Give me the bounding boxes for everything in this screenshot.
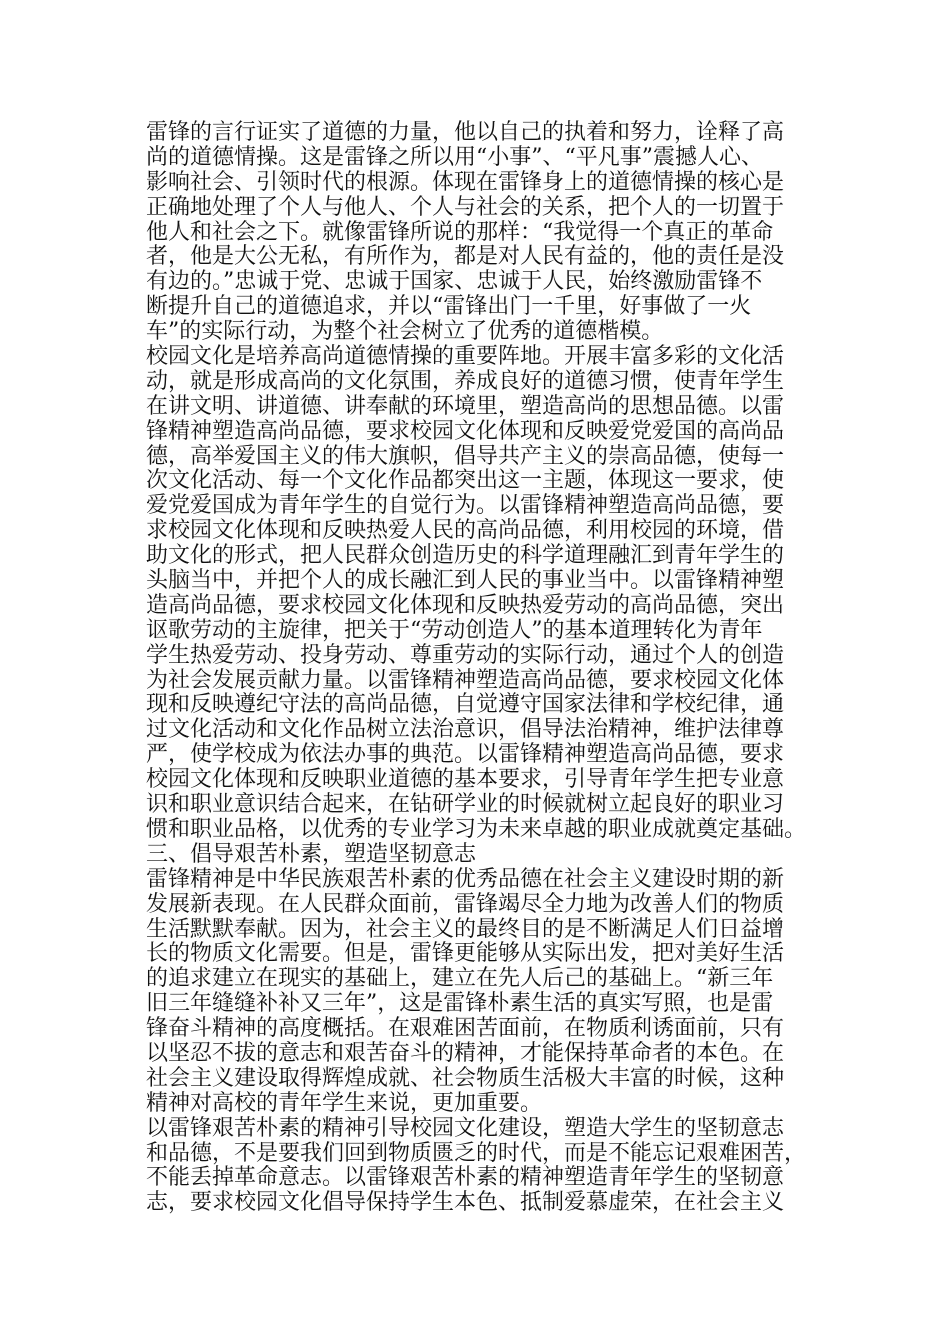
text-line: 旧三年缝缝补补又三年”，这是雷锋朴素生活的真实写照，也是雷 xyxy=(146,991,774,1017)
text-line: 德，高举爱国主义的伟大旗帜，倡导共产主义的崇高品德，使每一 xyxy=(146,443,785,469)
text-line: 校园文化体现和反映职业道德的基本要求，引导青年学生把专业意 xyxy=(146,767,785,793)
text-line: 在讲文明、讲道德、讲奉献的环境里，塑造高尚的思想品德。以雷 xyxy=(146,393,785,419)
text-line: 讴歌劳动的主旋律，把关于“劳动创造人”的基本道理转化为青年 xyxy=(146,617,763,643)
text-line: 雷锋精神是中华民族艰苦朴素的优秀品德在社会主义建设时期的新 xyxy=(146,866,785,892)
document-body-text xyxy=(146,121,806,1216)
text-line: 校园文化是培养高尚道德情操的重要阵地。开展丰富多彩的文化活 xyxy=(146,344,785,370)
text-line: 学生热爱劳动、投身劳动、尊重劳动的实际行动，通过个人的创造 xyxy=(146,642,785,668)
text-line: 影响社会、引领时代的根源。体现在雷锋身上的道德情操的核心是 xyxy=(146,169,785,195)
text-line: 和品德，不是要我们回到物质匮乏的时代，而是不能忘记艰难困苦， xyxy=(146,1140,807,1166)
text-line: 正确地处理了个人与他人、个人与社会的关系，把个人的一切置于 xyxy=(146,194,785,220)
text-line: 求校园文化体现和反映热爱人民的高尚品德，利用校园的环境，借 xyxy=(146,518,785,544)
text-line: 志，要求校园文化倡导保持学生本色、抵制爱慕虚荣，在社会主义 xyxy=(146,1190,785,1216)
text-line: 有边的。”忠诚于党、忠诚于国家、忠诚于人民，始终激励雷锋不 xyxy=(146,269,763,295)
text-line: 头脑当中，并把个人的成长融汇到人民的事业当中。以雷锋精神塑 xyxy=(146,568,785,594)
text-line: 严，使学校成为依法办事的典范。以雷锋精神塑造高尚品德，要求 xyxy=(146,742,785,768)
text-line: 现和反映遵纪守法的高尚品德，自觉遵守国家法律和学校纪律，通 xyxy=(146,692,785,718)
text-line: 的追求建立在现实的基础上，建立在先人后己的基础上。“新三年 xyxy=(146,966,774,992)
text-line: 过文化活动和文化作品树立法治意识，倡导法治精神，维护法律尊 xyxy=(146,717,785,743)
text-line: 长的物质文化需要。但是，雷锋更能够从实际出发，把对美好生活 xyxy=(146,941,785,967)
text-line: 识和职业意识结合起来，在钻研学业的时候就树立起良好的职业习 xyxy=(146,792,785,818)
text-line: 雷锋的言行证实了道德的力量，他以自己的执着和努力，诠释了高 xyxy=(146,120,785,145)
text-line: 以雷锋艰苦朴素的精神引导校园文化建设，塑造大学生的坚韧意志 xyxy=(146,1115,785,1141)
text-line: 他人和社会之下。就像雷锋所说的那样：“我觉得一个真正的革命 xyxy=(146,219,774,245)
text-line: 精神对高校的青年学生来说，更加重要。 xyxy=(146,1090,543,1116)
text-line: 次文化活动、每一个文化作品都突出这一主题，体现这一要求，使 xyxy=(146,468,785,494)
text-line: 发展新表现。在人民群众面前，雷锋竭尽全力地为改善人们的物质 xyxy=(146,891,785,917)
text-line: 者，他是大公无私，有所作为，都是对人民有益的，他的责任是没 xyxy=(146,244,785,270)
text-line: 造高尚品德，要求校园文化体现和反映热爱劳动的高尚品德，突出 xyxy=(146,592,785,618)
text-line: 不能丢掉革命意志。以雷锋艰苦朴素的精神塑造青年学生的坚韧意 xyxy=(146,1165,785,1191)
text-line: 锋精神塑造高尚品德，要求校园文化体现和反映爱党爱国的高尚品 xyxy=(146,418,785,444)
text-line: 三、倡导艰苦朴素，塑造坚韧意志 xyxy=(146,841,477,867)
text-line: 助文化的形式，把人民群众创造历史的科学道理融汇到青年学生的 xyxy=(146,543,785,569)
text-line: 尚的道德情操。这是雷锋之所以用“小事”、“平凡事”震撼人心、 xyxy=(146,144,763,170)
text-line: 车”的实际行动，为整个社会树立了优秀的道德楷模。 xyxy=(146,319,664,345)
text-line: 为社会发展贡献力量。以雷锋精神塑造高尚品德，要求校园文化体 xyxy=(146,667,785,693)
text-line: 锋奋斗精神的高度概括。在艰难困苦面前，在物质利诱面前，只有 xyxy=(146,1016,785,1042)
text-line: 惯和职业品格，以优秀的专业学习为未来卓越的职业成就奠定基础。 xyxy=(146,816,807,842)
text-line: 动，就是形成高尚的文化氛围，养成良好的道德习惯，使青年学生 xyxy=(146,368,785,394)
text-line: 生活默默奉献。因为，社会主义的最终目的是不断满足人们日益增 xyxy=(146,916,785,942)
text-line: 社会主义建设取得辉煌成就、社会物质生活极大丰富的时候，这种 xyxy=(146,1065,785,1091)
text-line: 以坚忍不拔的意志和艰苦奋斗的精神，才能保持革命者的本色。在 xyxy=(146,1040,785,1066)
text-line: 爱党爱国成为青年学生的自觉行为。以雷锋精神塑造高尚品德，要 xyxy=(146,493,785,519)
text-line: 断提升自己的道德追求，并以“雷锋出门一千里，好事做了一火 xyxy=(146,294,752,320)
